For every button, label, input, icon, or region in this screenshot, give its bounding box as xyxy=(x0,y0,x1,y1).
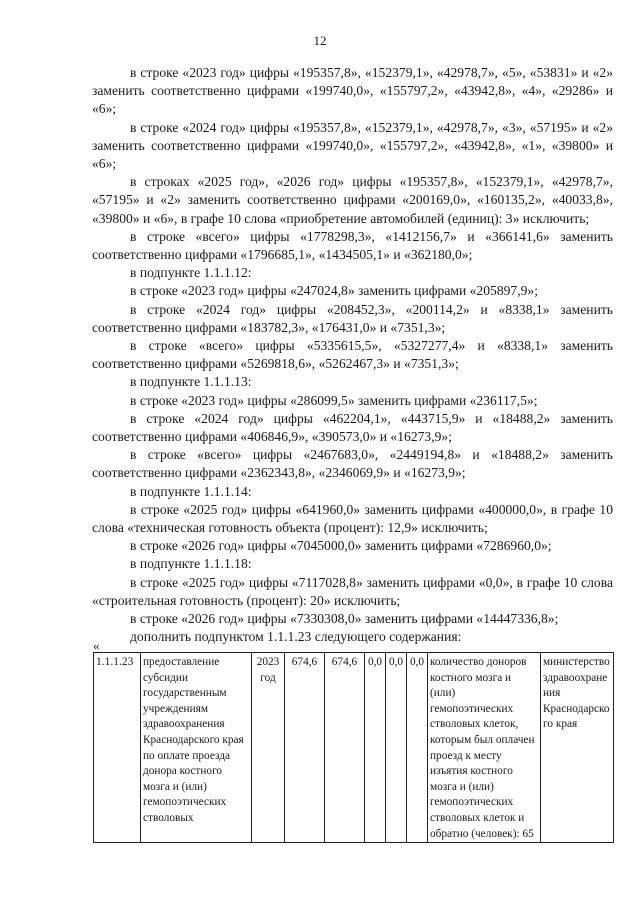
paragraph: в строке «2024 год» цифры «208452,3», «200114,2» и «8338,1» заменить соответственно цифрами «183782,3», «176431,0» и «7351,3»; xyxy=(92,301,613,335)
paragraph: в строке «2024 год» цифры «462204,1», «443715,9» и «18488,2» заменить соответственно цифрами «406846,9», «390573,0» и «16273,9»; xyxy=(92,410,613,445)
paragraph: в строке «всего» цифры «5335615,5», «5327277,4» и «8338,1» заменить соответственно цифрами «5269818,6», «5262467,3» и «7351,3»; xyxy=(92,338,613,372)
paragraph: в строке «2026 год» цифры «7045000,0» заменить цифрами «7286960,0»; xyxy=(130,538,552,554)
page-number: 12 xyxy=(313,33,327,48)
paragraph: в строке «всего» цифры «2467683,0», «2449194,8» и «18488,2» заменить соответственно цифрами «2362343,8», «2346069,9» и «16273,9»; xyxy=(92,447,613,481)
opening-quote: « xyxy=(93,638,100,653)
paragraph: в подпункте 1.1.1.13: xyxy=(130,374,252,390)
executor-cell: министерство здравоохранения Краснодарского края xyxy=(541,653,614,843)
paragraph: в строках «2025 год», «2026 год» цифры «195357,8», «152379,1», «42978,7», «57195» и «2» заменить соответственно цифрами «200169,0», «160135,2», «40033,8», «39800» и «6», в графе 10 слова «приобретение автомобилей (единиц): 3» исключить; xyxy=(92,174,613,226)
description-cell: предоставление субсидии государственным учреждениям здравоохранения Краснодарского края по оплате проезда донора костного мозга и (или) гемопоэтических стволовых xyxy=(141,653,252,843)
item-number-cell: 1.1.1.23 xyxy=(94,653,141,843)
paragraph: в подпункте 1.1.1.14: xyxy=(130,483,252,499)
paragraph: в строке «2026 год» цифры «7330308,0» заменить цифрами «14447336,8»; xyxy=(130,611,559,627)
paragraph: в строке «2025 год» цифры «7117028,8» заменить цифрами «0,0», в графе 10 слова «строительная готовность (процент): 20» исключить; xyxy=(92,574,613,608)
paragraph: в строке «2025 год» цифры «641960,0» заменить цифрами «400000,0», в графе 10 слова «техническая готовность объекта (процент): 12,9» исключить; xyxy=(92,501,613,536)
budget-cell-c: 0,0 xyxy=(407,653,428,843)
paragraph: в строке «2024 год» цифры «195357,8», «152379,1», «42978,7», «3», «57195» и «2» заменить соответственно цифрами «199740,0», «155797,2», «43942,8», «1», «39800» и «6»; xyxy=(92,119,613,172)
subsidy-table xyxy=(93,652,614,843)
regional-budget-cell: 674,6 xyxy=(325,653,365,843)
paragraph: в строке «2023 год» цифры «195357,8», «152379,1», «42978,7», «5», «53831» и «2» заменить соответственно цифрами «199740,0», «155797,2», «43942,8», «4», «29286» и «6»; xyxy=(92,65,613,117)
paragraph: в подпункте 1.1.1.18: xyxy=(130,556,252,572)
budget-cell-b: 0,0 xyxy=(386,653,407,843)
paragraph: в строке «2023 год» цифры «286099,5» заменить цифрами «236117,5»; xyxy=(130,392,538,408)
paragraph: дополнить подпунктом 1.1.1.23 следующего содержания: xyxy=(130,629,462,645)
year-cell: 2023 год xyxy=(252,653,285,843)
table-row xyxy=(94,653,614,843)
budget-cell-a: 0,0 xyxy=(365,653,386,843)
paragraph: в строке «всего» цифры «1778298,3», «1412156,7» и «366141,6» заменить соответственно цифрами «1796685,1», «1434505,1» и «362180,0»; xyxy=(92,228,613,263)
total-cell: 674,6 xyxy=(285,653,325,843)
indicator-cell: количество доноров костного мозга и (или) гемопоэтических стволовых клеток, которым был оплачен проезд к месту изъятия костного мозга и (или) гемопоэтических стволовых клеток и обратно (человек): 65 xyxy=(428,653,541,843)
paragraph: в строке «2023 год» цифры «247024,8» заменить цифрами «205897,9»; xyxy=(130,283,538,299)
document-body xyxy=(92,64,613,647)
paragraph: в подпункте 1.1.1.12: xyxy=(130,265,252,281)
